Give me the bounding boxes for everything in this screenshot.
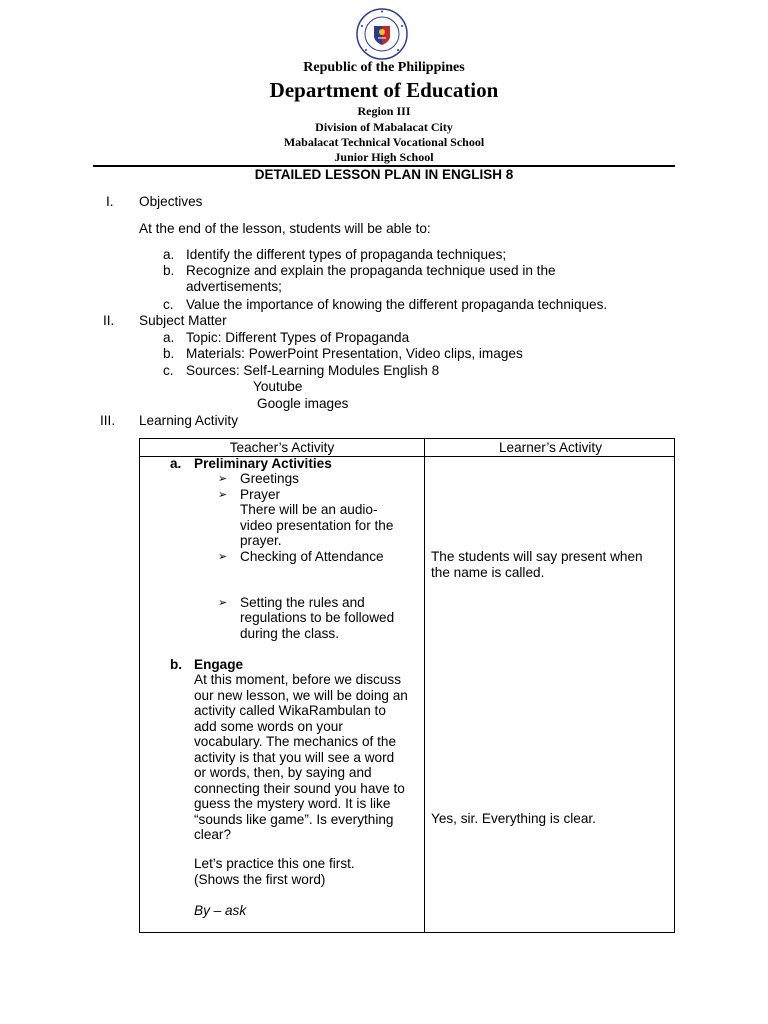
prayer-note-line: video presentation for the bbox=[240, 518, 394, 533]
engage-letter: b. bbox=[170, 657, 183, 672]
objective-letter: b. bbox=[163, 263, 175, 278]
engage-line: add some words on your bbox=[194, 719, 343, 734]
subject-letter: a. bbox=[163, 330, 175, 345]
division-label: Division of Mabalacat City bbox=[315, 120, 453, 134]
subject-item: Topic: Different Types of Propaganda bbox=[186, 330, 410, 345]
source-item: Youtube bbox=[253, 379, 303, 394]
subject-letter: c. bbox=[163, 363, 174, 378]
engage-line: guess the mystery word. It is like bbox=[194, 796, 391, 811]
objective-item: Identify the different types of propaganda techniques; bbox=[186, 247, 507, 262]
rules-item-line: Setting the rules and bbox=[240, 595, 365, 610]
teacher-activity-header: Teacher’s Activity bbox=[229, 440, 335, 455]
document-title: DETAILED LESSON PLAN IN ENGLISH 8 bbox=[254, 167, 514, 182]
rules-item-line: regulations to be followed bbox=[240, 610, 395, 625]
objective-letter: c. bbox=[163, 297, 174, 312]
section-numeral-2: II. bbox=[103, 313, 115, 328]
level-label: Junior High School bbox=[334, 150, 434, 164]
subject-matter-heading: Subject Matter bbox=[139, 313, 227, 328]
engage-line: clear? bbox=[194, 827, 232, 842]
example-word: By – ask bbox=[194, 903, 247, 918]
objective-item-continued: advertisements; bbox=[186, 279, 282, 294]
subject-item: Sources: Self-Learning Modules English 8 bbox=[186, 363, 440, 378]
source-item: Google images bbox=[257, 396, 349, 411]
preliminary-heading: Preliminary Activities bbox=[194, 456, 332, 471]
learner-response-line: The students will say present when bbox=[431, 549, 643, 564]
learner-response-line: the name is called. bbox=[431, 565, 545, 580]
greetings-item: Greetings bbox=[240, 471, 299, 486]
engage-line: At this moment, before we discuss bbox=[194, 672, 402, 687]
engage-line: vocabulary. The mechanics of the bbox=[194, 734, 397, 749]
learner-activity-header: Learner’s Activity bbox=[498, 440, 602, 455]
arrow-bullet-icon: ➢ bbox=[218, 489, 228, 501]
rules-item-line: during the class. bbox=[240, 626, 339, 641]
objective-item: Recognize and explain the propaganda technique used in the bbox=[186, 263, 556, 278]
prayer-item: Prayer bbox=[240, 487, 281, 502]
engage-line: our new lesson, we will be doing an bbox=[194, 688, 408, 703]
subject-item: Materials: PowerPoint Presentation, Video clips, images bbox=[186, 346, 523, 361]
subject-letter: b. bbox=[163, 346, 175, 361]
section-numeral-1: I. bbox=[106, 194, 114, 209]
prayer-note-line: prayer. bbox=[240, 533, 282, 548]
prayer-note-line: There will be an audio- bbox=[240, 502, 378, 517]
practice-line: Let’s practice this one first. bbox=[194, 856, 355, 871]
lesson-activity-table bbox=[139, 438, 675, 933]
department-title: Department of Education bbox=[269, 78, 499, 102]
practice-line: (Shows the first word) bbox=[194, 872, 326, 887]
engage-line: activity called WikaRambulan to bbox=[194, 703, 386, 718]
learning-activity-heading: Learning Activity bbox=[139, 413, 238, 428]
objective-letter: a. bbox=[163, 247, 175, 262]
arrow-bullet-icon: ➢ bbox=[218, 551, 228, 563]
learner-response: Yes, sir. Everything is clear. bbox=[431, 811, 596, 826]
engage-line: activity is that you will see a word bbox=[194, 750, 395, 765]
republic-label: Republic of the Philippines bbox=[303, 60, 465, 75]
section-numeral-3: III. bbox=[100, 413, 116, 428]
engage-line: “sounds like game”. Is everything bbox=[194, 812, 394, 827]
attendance-item: Checking of Attendance bbox=[240, 549, 384, 564]
preliminary-letter: a. bbox=[170, 456, 182, 471]
deped-seal-logo bbox=[356, 8, 408, 60]
engage-heading: Engage bbox=[194, 657, 244, 672]
objectives-heading: Objectives bbox=[139, 194, 203, 209]
objectives-intro: At the end of the lesson, students will be able to: bbox=[139, 221, 431, 236]
arrow-bullet-icon: ➢ bbox=[218, 597, 228, 609]
table-column-divider bbox=[424, 439, 425, 932]
engage-line: connecting their sound you have to bbox=[194, 781, 405, 796]
school-label: Mabalacat Technical Vocational School bbox=[283, 135, 485, 149]
arrow-bullet-icon: ➢ bbox=[218, 473, 228, 485]
engage-line: or words, then, by saying and bbox=[194, 765, 372, 780]
objective-item: Value the importance of knowing the different propaganda techniques. bbox=[186, 297, 608, 312]
region-label: Region III bbox=[357, 104, 411, 118]
